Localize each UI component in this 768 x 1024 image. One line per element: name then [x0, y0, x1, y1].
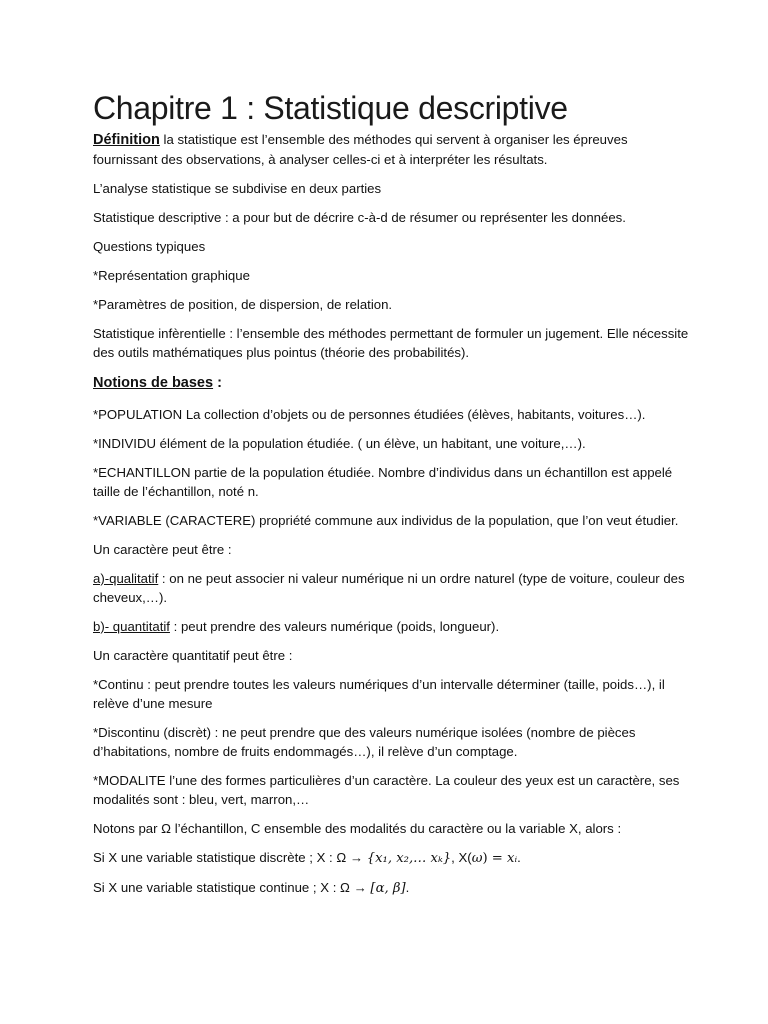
continuous-prefix: Si X une variable statistique continue ; X : Ω →: [93, 880, 371, 895]
intro-paragraph-5: *Paramètres de position, de dispersion, de relation.: [93, 297, 393, 312]
notion-individu: *INDIVIDU élément de la population étudiée. ( un élève, un habitant, une voiture,…).: [93, 436, 586, 451]
discrete-xi: xᵢ: [507, 851, 518, 866]
notion-variable: *VARIABLE (CARACTERE) propriété commune aux individus de la population, que l’on veut étudier.: [93, 513, 679, 528]
intro-paragraph-4: *Représentation graphique: [93, 268, 250, 283]
section-heading: [93, 374, 693, 393]
continuous-end: .: [405, 880, 410, 895]
notion-caractere-intro: Un caractère peut être :: [93, 542, 232, 557]
definition-label: Définition: [93, 132, 160, 148]
quantitatif-paragraph: [93, 617, 693, 636]
discrete-prefix: Si X une variable statistique discrète ; X : Ω →: [93, 850, 367, 865]
discrete-omega: ω: [471, 851, 483, 866]
discrete-set: {x₁, x₂,… xₖ}: [366, 851, 452, 866]
quantitatif-intro: Un caractère quantitatif peut être :: [93, 648, 293, 663]
discrete-end: .: [517, 850, 521, 865]
notion-modalite: *MODALITE l’une des formes particulières d’un caractère. La couleur des yeux est un caractère, ses modalités sont : bleu, vert, marron,…: [93, 773, 680, 807]
intro-paragraph-2: Statistique descriptive : a pour but de décrire c-à-d de résumer ou représenter les données.: [93, 210, 626, 225]
qualitatif-label: a)-qualitatif: [93, 571, 159, 586]
section-heading-suffix: :: [213, 375, 222, 391]
discrete-middle: , X(: [451, 850, 472, 865]
intro-paragraph-1: L’analyse statistique se subdivise en deux parties: [93, 181, 382, 196]
notion-discontinu: *Discontinu (discrèt) : ne peut prendre que des valeurs numérique isolées (nombre de pièces d’habitations, nombre de fruits endommagés…), il relève d’un comptage.: [93, 725, 636, 759]
intro-paragraph-6: Statistique infèrentielle : l’ensemble des méthodes permettant de formuler un jugement. Elle nécessite des outils mathématiques plus pointus (théorie des probabilités).: [93, 326, 689, 360]
definition-text: la statistique est l’ensemble des méthodes qui servent à organiser les épreuves fournissant des observations, à analyser celles-ci et à interpréter les résultats.: [93, 132, 628, 167]
quantitatif-label: b)- quantitatif: [93, 619, 170, 634]
notion-echantillon: *ECHANTILLON partie de la population étudiée. Nombre d’individus dans un échantillon est appelé taille de l’échantillon, noté n.: [93, 465, 673, 499]
notation-paragraph: Notons par Ω l’échantillon, C ensemble des modalités du caractère ou la variable X, alors :: [93, 821, 622, 836]
discrete-equals: ) =: [482, 851, 508, 866]
document-body: [93, 88, 693, 908]
discrete-variable-line: [93, 848, 693, 868]
section-heading-label: Notions de bases: [93, 375, 214, 391]
quantitatif-text: : peut prendre des valeurs numérique (poids, longueur).: [169, 619, 500, 634]
notion-continu: *Continu : peut prendre toutes les valeurs numériques d’un intervalle déterminer (taille, poids…), il relève d’une mesure: [93, 677, 665, 711]
continuous-variable-line: [93, 878, 693, 898]
continuous-interval: [α, β]: [370, 881, 406, 896]
qualitatif-paragraph: [93, 569, 693, 607]
page-title: Chapitre 1 : Statistique descriptive: [93, 90, 568, 126]
qualitatif-text: : on ne peut associer ni valeur numérique ni un ordre naturel (type de voiture, couleur des cheveux,…).: [93, 571, 685, 605]
intro-paragraph-3: Questions typiques: [93, 239, 206, 254]
notion-population: *POPULATION La collection d’objets ou de personnes étudiées (élèves, habitants, voitures…).: [93, 407, 646, 422]
definition-paragraph: [93, 130, 693, 169]
